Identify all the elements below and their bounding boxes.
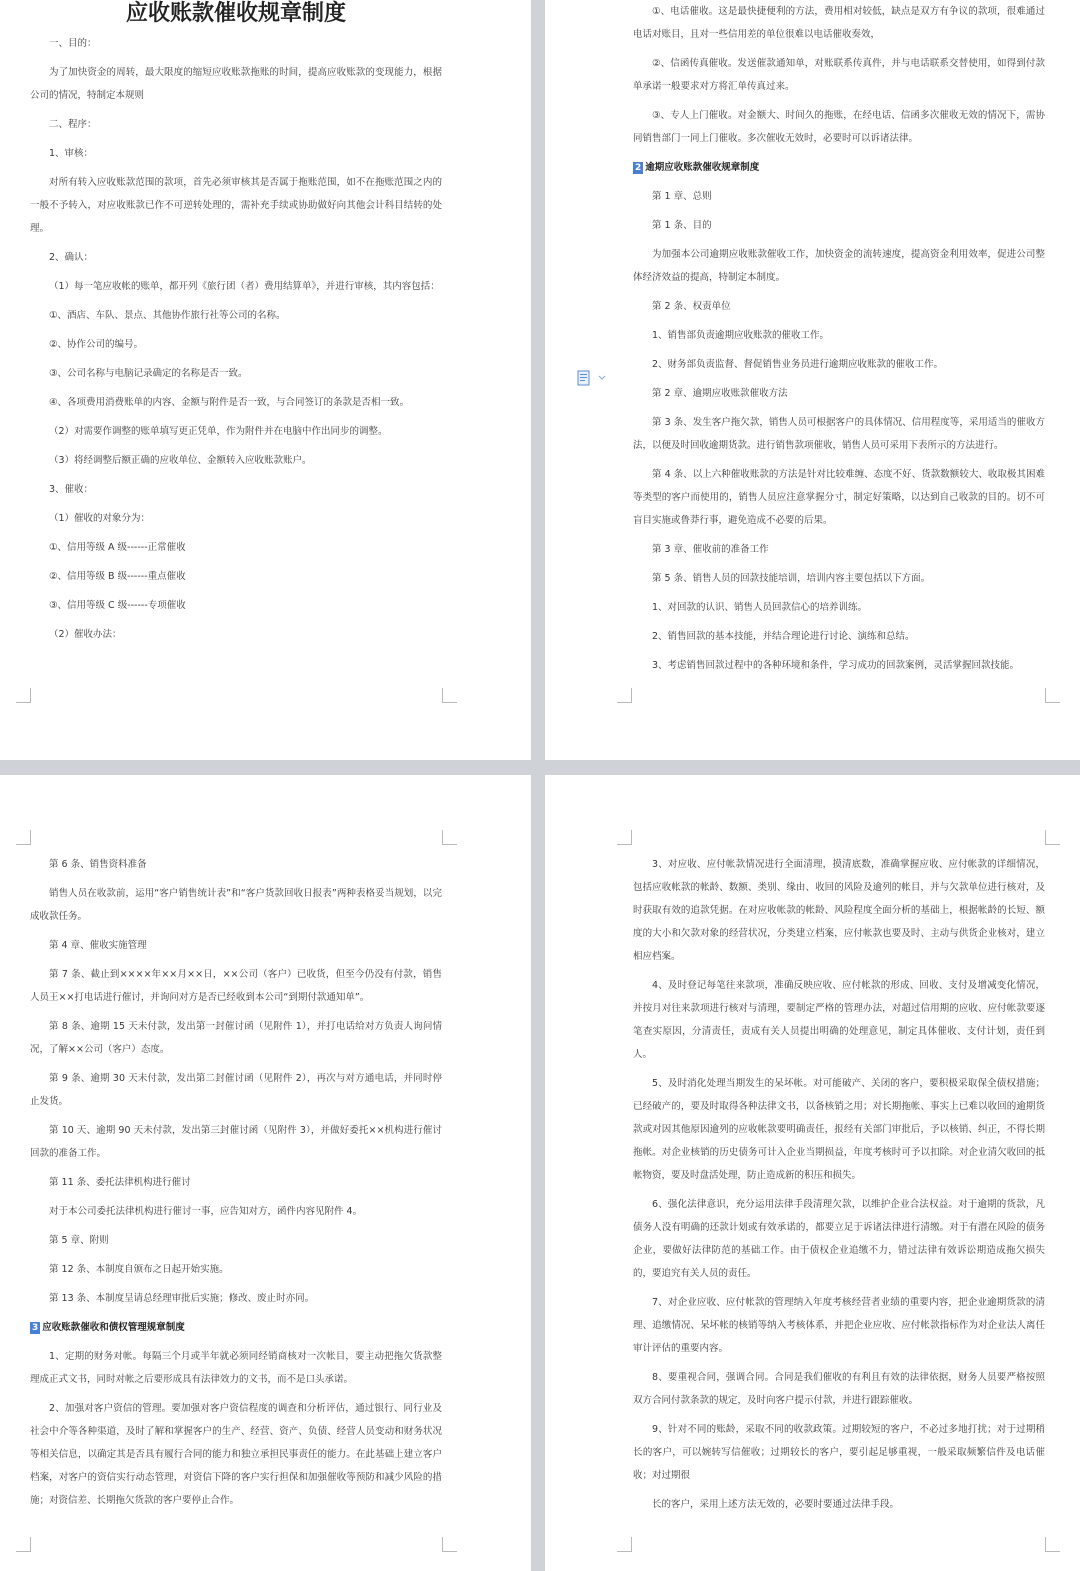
paragraph [30, 142, 442, 165]
paragraph-text: ④、各项费用消费账单的内容、金额与附件是否一致，与合同签订的条款是否相一致。 [49, 397, 410, 408]
paragraph-text: （2）催收办法： [49, 629, 122, 640]
paragraph [30, 362, 442, 385]
paragraph [30, 1200, 442, 1223]
paragraph-text: 第 2 条、权责单位 [652, 301, 731, 312]
paragraph-text: （1）催收的对象分为： [49, 513, 151, 524]
page-corner-mark-icon [16, 830, 31, 845]
paragraph-text: 3、对应收、应付帐款情况进行全面清理，摸清底数，准确掌握应收、应付帐款的详细情况，包括应收帐款的帐龄、数额、类别、缘由、收回的风险及逾列的帐目，并与欠款单位进行核对，及时获取有效的追款凭据。在对应收帐款的帐龄、风险程度全面分析的基础上，根据帐龄的长短、额度的大小和欠款对象的经营状况，分类建立档案，应付帐款也要及时、主动与供货企业核对，建立相应档案。 [633, 859, 1045, 962]
page-corner-mark-icon [1045, 830, 1060, 845]
paragraph [633, 411, 1045, 457]
paragraph-text: （2）对需要作调整的账单填写更正凭单，作为附件并在电脑中作出同步的调整。 [49, 426, 388, 437]
section-number-badge: 2 [635, 163, 642, 173]
paragraph-text: 对于本公司委托法律机构进行催讨一事，应告知对方，函件内容见附件 4。 [49, 1206, 363, 1217]
paragraph-text: ①、电话催收。这是最快捷便利的方法，费用相对较低，缺点是双方有争议的款项，很难通过电话对账目，且对一些信用差的单位很难以电话催收奏效， [633, 6, 1045, 40]
paragraph [633, 324, 1045, 347]
paragraph-text: 第 1 条、目的 [652, 220, 712, 231]
paragraph-text: 1、审核： [49, 148, 94, 159]
page-corner-mark-icon [442, 688, 457, 703]
paragraph-text: （3）将经调整后额正确的应收单位、金额转入应收账款账户。 [49, 455, 312, 466]
page-corner-mark-icon [617, 830, 632, 845]
paragraph-text: 1、定期的财务对帐。每隔三个月或半年就必须同经销商核对一次帐目，要主动把拖欠货款整理成正式文书，同时对帐之后要形成具有法律效力的文书，而不是口头承诺。 [30, 1351, 442, 1385]
paragraph-text: 第 13 条、本制度呈请总经理审批后实施；修改、废止时亦同。 [49, 1293, 315, 1304]
page-corner-mark-icon [617, 688, 632, 703]
paragraph [30, 536, 442, 559]
paragraph-text: ②、信函传真催收。发送催款通知单，对账联系传真件，并与电话联系交替使用，如得到付款单承诺一般要求对方将汇单传真过来。 [633, 58, 1045, 92]
section-number-badge: 3 [32, 1323, 39, 1333]
paragraph [633, 1366, 1045, 1412]
paragraph [30, 507, 442, 530]
paragraph [633, 1291, 1045, 1360]
page-3-content [30, 853, 442, 1518]
paragraph-text: 对所有转入应收账款范围的款项，首先必须审核其是否属于拖账范围，如不在拖账范围之内的一般不予转入，对应收账款已作不可逆转处理的，需补充手续或协助做好向其他会计科目结转的处理。 [30, 177, 442, 234]
paragraph [633, 0, 1045, 46]
paragraph-text: ③、信用等级 C 级------专项催收 [49, 600, 186, 611]
section-heading [30, 1316, 442, 1339]
paragraph-text: 2、财务部负责监督、督促销售业务员进行逾期应收账款的催收工作。 [652, 359, 944, 370]
document-title: 应收账款催收规章制度 [125, 0, 346, 26]
paragraph-text: ③、专人上门催收。对金额大、时间久的拖账，在经电话、信函多次催收无效的情况下，需协同销售部门一同上门催收。多次催收无效时，必要时可以诉诸法律。 [633, 110, 1045, 144]
document-icon[interactable] [577, 370, 613, 386]
paragraph [633, 625, 1045, 648]
paragraph [30, 420, 442, 443]
paragraph [30, 32, 442, 55]
paragraph-text: 长的客户，采用上述方法无效的，必要时要通过法律手段。 [652, 1499, 900, 1510]
paragraph-text: 4、及时登记每笔往来款项，准确反映应收、应付帐款的形成、回收、支付及增减变化情况，并按月对往来款项进行核对与清理，要制定严格的管理办法，对超过信用期的应收、应付帐款要逐笔查实原因，分清责任，责成有关人员提出明确的处理意见，制定具体催收、支付计划，责任到人。 [633, 980, 1045, 1060]
paragraph [30, 61, 442, 107]
paragraph-text: 1、销售部负责逾期应收账款的催收工作。 [652, 330, 830, 341]
paragraph [633, 1418, 1045, 1487]
paragraph [30, 478, 442, 501]
paragraph-text: 第 9 条、逾期 30 天未付款，发出第二封催讨函（见附件 2），再次与对方通电话，并同时停止发货。 [30, 1073, 442, 1107]
page-2-content [633, 0, 1045, 683]
paragraph [633, 382, 1045, 405]
paragraph [30, 565, 442, 588]
paragraph [633, 596, 1045, 619]
paragraph-text: （1）每一笔应收帐的账单，都开列《旅行团（者）费用结算单》，并进行审核，其内容包括： [49, 281, 440, 292]
paragraph-text: 一、目的： [49, 38, 97, 49]
paragraph [30, 1067, 442, 1113]
paragraph-text: 第 3 条、发生客户拖欠款，销售人员可根据客户的具体情况、信用程度等，采用适当的催收方法，以便及时回收逾期货款。进行销售款项催收，销售人员可采用下表所示的方法进行。 [633, 417, 1045, 451]
paragraph [30, 275, 442, 298]
paragraph [30, 934, 442, 957]
page-corner-mark-icon [442, 1537, 457, 1552]
paragraph-text: 第 10 天、逾期 90 天未付款，发出第三封催讨函（见附件 3），并做好委托××机构进行催讨回款的准备工作。 [30, 1125, 442, 1159]
page-corner-mark-icon [1045, 1537, 1060, 1552]
paragraph [30, 623, 442, 646]
paragraph [30, 333, 442, 356]
paragraph-text: ③、公司名称与电脑记录确定的名称是否一致。 [49, 368, 248, 379]
paragraph [30, 1287, 442, 1310]
paragraph-text: 第 7 条、截止到××××年××月××日，××公司（客户）已收货，但至今仍没有付款，销售人员王××打电话进行催讨，并询问对方是否已经收到本公司“到期付款通知单”。 [30, 969, 442, 1003]
paragraph [30, 171, 442, 240]
page-corner-mark-icon [16, 1537, 31, 1552]
paragraph [633, 1493, 1045, 1516]
paragraph-text: 逾期应收账款催收规章制度 [645, 162, 760, 173]
page-corner-mark-icon [617, 1537, 632, 1552]
paragraph-text: 2、加强对客户资信的管理。要加强对客户资信程度的调查和分析评估，通过银行、同行业及社会中介等各种渠道，及时了解和掌握客户的生产、经营、资产、负债、经营人员变动和财务状况等相关信息，以确定其是否具有履行合同的能力和独立承担民事责任的能力。在此基础上建立客户档案，对客户的资信实行动态管理，对资信下降的客户实行担保和加强催收等预防和减少风险的措施；对资信差、长期拖欠货款的客户要停止合作。 [30, 1403, 442, 1506]
paragraph [30, 391, 442, 414]
document-page-4 [545, 775, 1080, 1571]
paragraph [30, 1229, 442, 1252]
paragraph-text: ①、信用等级 A 级------正常催收 [49, 542, 186, 553]
page-4-content [633, 853, 1045, 1522]
document-page-2 [545, 0, 1080, 760]
paragraph [30, 963, 442, 1009]
paragraph-text: 第 6 条、销售资料准备 [49, 859, 147, 870]
paragraph-text: 8、要重视合同，强调合同。合同是我们催收的有利且有效的法律依据，财务人员要严格按照双方合同付款条款的规定，及时向客户提示付款，并进行跟踪催收。 [633, 1372, 1045, 1406]
paragraph [633, 185, 1045, 208]
paragraph-text: ②、信用等级 B 级------重点催收 [49, 571, 186, 582]
paragraph [633, 1193, 1045, 1285]
paragraph [30, 449, 442, 472]
paragraph-text: 第 11 条、委托法律机构进行催讨 [49, 1177, 191, 1188]
paragraph [30, 1397, 442, 1512]
paragraph-text: 第 8 条、逾期 15 天未付款，发出第一封催讨函（见附件 1），并打电话给对方负责人询问情况，了解××公司（客户）态度。 [30, 1021, 442, 1055]
paragraph [30, 1171, 442, 1194]
paragraph [633, 1072, 1045, 1187]
paragraph [633, 295, 1045, 318]
paragraph-text: 2、确认： [49, 252, 94, 263]
paragraph [30, 1015, 442, 1061]
paragraph [30, 246, 442, 269]
paragraph-text: 第 3 章、催收前的准备工作 [652, 544, 769, 555]
paragraph [633, 214, 1045, 237]
paragraph-text: 第 12 条、本制度自颁布之日起开始实施。 [49, 1264, 229, 1275]
page-corner-mark-icon [1045, 688, 1060, 703]
paragraph [633, 567, 1045, 590]
paragraph-text: ②、协作公司的编号。 [49, 339, 144, 350]
paragraph-text: 1、对回款的认识、销售人员回款信心的培养训练。 [652, 602, 868, 613]
paragraph-text: 5、及时消化处理当期发生的呆坏帐。对可能破产、关闭的客户，要积极采取保全债权措施；已经破产的，要及时取得各种法律文书，以备核销之用；对长期拖帐、事实上已难以收回的逾期货款或对因其他原因逾列的应收帐款要明确责任，报经有关部门审批后，予以核销、纠正，不得长期拖帐。对企业核销的历史债务可计入企业当期损益，年度考核时可予以扣除。对企业清欠收回的抵帐物资，要及时盘活处理，防止造成新的积压和损失。 [633, 1078, 1045, 1181]
paragraph [633, 853, 1045, 968]
paragraph-text: 9、针对不同的账龄，采取不同的收款政策。过期较短的客户，不必过多地打扰；对于过期稍长的客户，可以婉转写信催收；过期较长的客户，要引起足够重视，一般采取频繁信件及电话催收；对过期很 [633, 1424, 1045, 1481]
paragraph [633, 463, 1045, 532]
paragraph-text: ①、酒店、车队、景点、其他协作旅行社等公司的名称。 [49, 310, 286, 321]
document-page-3 [0, 775, 531, 1571]
paragraph-text: 销售人员在收款前，运用“客户销售统计表”和“客户货款回收日报表”两种表格妥当规划，以完成收款任务。 [30, 888, 442, 922]
paragraph [30, 594, 442, 617]
paragraph-text: 第 5 条、销售人员的回款技能培训，培训内容主要包括以下方面。 [652, 573, 931, 584]
paragraph [633, 243, 1045, 289]
paragraph-text: 3、催收： [49, 484, 94, 495]
document-page-1 [0, 0, 531, 760]
paragraph-text: 2、销售回款的基本技能，并结合理论进行讨论、演练和总结。 [652, 631, 915, 642]
paragraph-text: 7、对企业应收、应付帐款的管理纳入年度考核经营者业绩的重要内容，把企业逾期货款的清理、追缴情况、呆坏帐的核销等纳入考核体系，并把企业应收、应付帐款指标作为对企业法人离任审计评估的重要内容。 [633, 1297, 1045, 1354]
paragraph-text: 第 4 章、催收实施管理 [49, 940, 147, 951]
paragraph [30, 882, 442, 928]
paragraph-text: 第 2 章、逾期应收账款催收方法 [652, 388, 788, 399]
paragraph-text: 二、程序： [49, 119, 97, 130]
paragraph-text: 为了加快资金的周转，最大限度的缩短应收账款拖账的时间，提高应收账款的变现能力，根据公司的情况，特制定本规则 [30, 67, 442, 101]
paragraph [633, 974, 1045, 1066]
paragraph-text: 6、强化法律意识，充分运用法律手段清理欠款，以维护企业合法权益。对于逾期的货款，凡债务人没有明确的还款计划或有效承诺的，都要立足于诉诸法律进行清缴。对于有潜在风险的债务企业，要做好法律防范的基础工作。由于债权企业追缴不力，错过法律有效诉讼期造成拖欠损失的，要追究有关人员的责任。 [633, 1199, 1045, 1279]
paragraph [30, 1345, 442, 1391]
paragraph-text: 第 4 条、以上六种催收账款的方法是针对比较难缠、态度不好、货款数额较大、收取极其困难等类型的客户而使用的，销售人员应注意掌握分寸，制定好策略，以达到自己收款的目的。切不可盲目实施或鲁莽行事，避免造成不必要的后果。 [633, 469, 1045, 526]
paragraph [633, 353, 1045, 376]
paragraph-text: 3、考虑销售回款过程中的各种环境和条件，学习成功的回款案例，灵活掌握回款技能。 [652, 660, 1020, 671]
paragraph-text: 第 5 章、附则 [49, 1235, 109, 1246]
section-heading [633, 156, 1045, 179]
page-corner-mark-icon [442, 830, 457, 845]
paragraph [30, 304, 442, 327]
paragraph-text: 第 1 章、总则 [652, 191, 712, 202]
paragraph [30, 1258, 442, 1281]
page-corner-mark-icon [16, 688, 31, 703]
paragraph [30, 1119, 442, 1165]
paragraph-text: 为加强本公司逾期应收账款催收工作，加快资金的流转速度，提高资金利用效率，促进公司整体经济效益的提高，特制定本制度。 [633, 249, 1045, 283]
paragraph-text: 应收账款催收和债权管理规章制度 [42, 1322, 185, 1333]
paragraph [633, 52, 1045, 98]
paragraph [30, 853, 442, 876]
paragraph [633, 654, 1045, 677]
page-1-content [30, 0, 442, 652]
paragraph [633, 104, 1045, 150]
paragraph [633, 538, 1045, 561]
paragraph [30, 113, 442, 136]
